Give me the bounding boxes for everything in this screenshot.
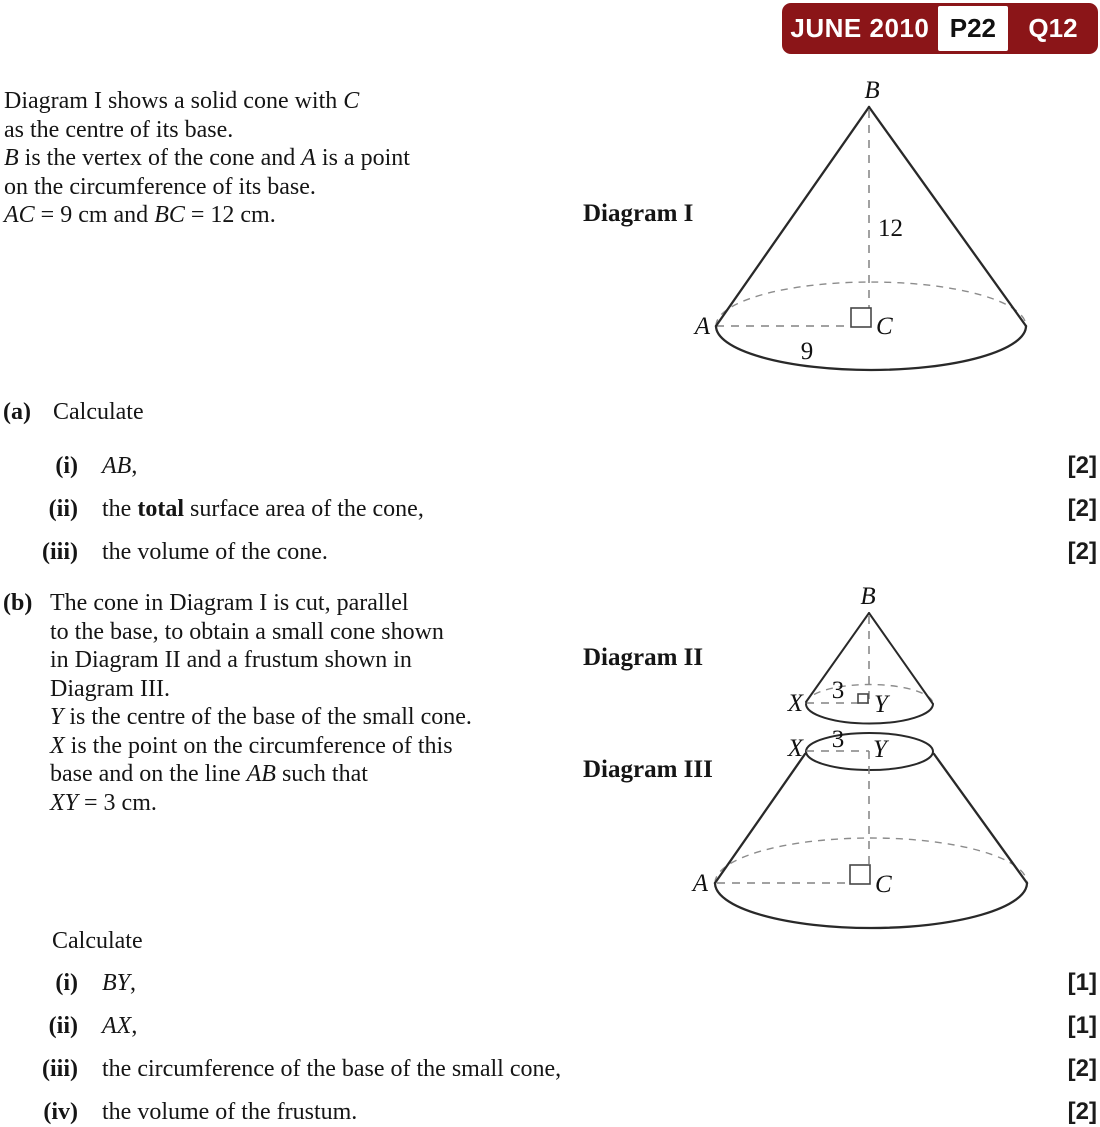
- text-line: in Diagram II and a frustum shown in: [50, 647, 412, 673]
- xy-value-label: 3: [831, 677, 845, 704]
- point-label-x: X: [787, 735, 803, 762]
- item-text: the circumference of the base of the small cone,: [102, 1056, 562, 1082]
- part-b-item-iv: [0, 1098, 357, 1127]
- badge-paper-code: P22: [938, 6, 1008, 51]
- text-line: base and on the line AB such that: [50, 761, 368, 787]
- base-ellipse-front: [716, 326, 1026, 370]
- part-a-heading: Calculate: [52, 399, 144, 425]
- part-b-item-i: [0, 969, 136, 998]
- item-text: the volume of the frustum.: [102, 1099, 358, 1125]
- badge-question-number: Q12: [1028, 13, 1078, 43]
- marks-badge: [2]: [1067, 452, 1097, 479]
- text-line: on the circumference of its base.: [4, 173, 316, 200]
- part-b-paragraph: [50, 589, 472, 817]
- item-number: (iv): [43, 1099, 78, 1125]
- item-text: AX,: [102, 1013, 138, 1039]
- diagram-3-label: Diagram III: [583, 756, 713, 783]
- text-line: as the centre of its base.: [4, 116, 234, 143]
- text-line: AC = 9 cm and BC = 12 cm.: [4, 202, 276, 228]
- diagram-1-label: Diagram I: [583, 200, 694, 227]
- right-angle-marker: [858, 694, 868, 703]
- diagram-2-and-3: [660, 583, 1060, 938]
- text-line: B is the vertex of the cone and A is a point: [4, 145, 410, 171]
- marks-badge: [2]: [1067, 1098, 1097, 1125]
- part-a-label: (a): [3, 399, 31, 425]
- base-ellipse-back-dashed: [715, 838, 1027, 883]
- point-label-x: X: [787, 690, 803, 717]
- text-line: X is the point on the circumference of this: [50, 732, 453, 759]
- item-number: (ii): [48, 1013, 78, 1039]
- item-number: (iii): [42, 1056, 78, 1082]
- item-text: BY,: [102, 970, 137, 996]
- part-a-heading-row: [3, 398, 144, 427]
- item-number: (i): [55, 453, 78, 479]
- part-b-label: (b): [3, 590, 33, 616]
- small-base-front: [806, 704, 933, 723]
- text-line: Diagram III.: [50, 675, 170, 702]
- part-b-heading: Calculate: [52, 928, 143, 954]
- point-label-a: A: [692, 870, 708, 897]
- item-number: (iii): [42, 539, 78, 565]
- badge-session: JUNE 2010: [790, 13, 930, 43]
- centre-label-c: C: [876, 313, 893, 340]
- diagram-2-label: Diagram II: [583, 644, 704, 671]
- part-b-item-ii: [0, 1012, 137, 1041]
- right-angle-marker: [850, 865, 870, 884]
- centre-label-c: C: [875, 871, 892, 898]
- intro-paragraph: [4, 87, 410, 230]
- part-b-item-iii: [0, 1055, 561, 1084]
- text-line: Diagram I shows a solid cone with C: [4, 88, 360, 114]
- base-ellipse-front: [715, 883, 1027, 928]
- marks-badge: [2]: [1067, 495, 1097, 522]
- text-line: Y is the centre of the base of the small cone.: [50, 704, 472, 730]
- centre-label-y: Y: [873, 736, 887, 763]
- vertex-label-b: B: [860, 583, 876, 610]
- diagram-3-frustum: [691, 726, 1027, 928]
- marks-badge: [2]: [1067, 538, 1097, 565]
- vertex-label-b: B: [864, 77, 880, 104]
- part-a-item-iii: [0, 538, 328, 567]
- text-line: The cone in Diagram I is cut, parallel: [50, 590, 409, 616]
- marks-badge: [2]: [1067, 1055, 1097, 1082]
- text-line: to the base, to obtain a small cone shown: [50, 618, 444, 645]
- point-label-a: A: [694, 313, 710, 340]
- part-a-item-i: [0, 452, 137, 481]
- frustum-left-slant: [715, 754, 805, 883]
- item-text: AB,: [102, 453, 138, 479]
- part-a-item-ii: [0, 495, 424, 524]
- marks-badge: [1]: [1067, 1012, 1097, 1039]
- right-angle-marker: [851, 308, 871, 327]
- height-value-label: 12: [878, 215, 903, 242]
- cone-left-slant: [716, 107, 869, 326]
- diagram-1-cone: [660, 75, 1060, 385]
- frustum-right-slant: [934, 754, 1027, 883]
- centre-label-y: Y: [874, 691, 888, 718]
- item-number: (ii): [48, 496, 78, 522]
- xy-value-label: 3: [831, 726, 845, 753]
- marks-badge: [1]: [1067, 969, 1097, 996]
- diagram-2-small-cone: [787, 583, 933, 723]
- radius-value-label: 9: [800, 338, 814, 365]
- question-badge: [782, 3, 1098, 54]
- text-line: XY = 3 cm.: [50, 789, 157, 816]
- item-number: (i): [55, 970, 78, 996]
- item-text: the total surface area of the cone,: [102, 496, 424, 522]
- item-text: the volume of the cone.: [102, 539, 328, 565]
